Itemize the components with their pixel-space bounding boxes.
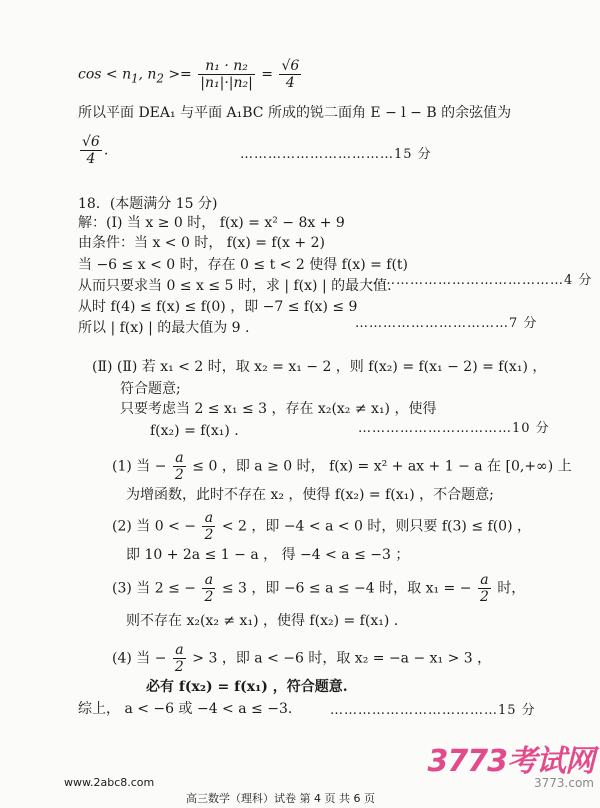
case-4-fraction — [173, 642, 186, 675]
dihedral-angle-sentence: 所以平面 DEA₁ 与平面 A₁BC 所成的锐二面角 E − l − B 的余弦值为 — [78, 105, 512, 121]
page-footer: 高三数学（理科）试卷 第 4 页 共 6 页 — [186, 792, 375, 805]
case-1-prefix: (1) 当 − — [112, 458, 167, 475]
case-4-line2: 必有 f(x₂) = f(x₁) ，符合题意. — [146, 679, 348, 695]
logo-mark: 3773考试网 — [427, 744, 594, 779]
sub-1: 1 — [131, 71, 139, 86]
score-10: ……………………………10 分 — [358, 421, 550, 436]
answer-fraction-line — [78, 134, 108, 167]
score-15-a: ……………………………15 分 — [240, 147, 432, 162]
frac-numerator: n₁ · n₂ — [198, 58, 255, 75]
case-2-line2: 即 10 + 2a ≤ 1 − a ， 得 −4 < a ≤ −3 ； — [126, 547, 410, 563]
case-3-prefix: (3) 当 2 ≤ − — [112, 580, 196, 597]
case-3-middle: ≤ 3 ，即 −6 ≤ a ≤ −4 时，取 x₁ = − — [221, 580, 472, 597]
case-4-den: 2 — [174, 659, 184, 675]
summary-line: 综上， a < −6 或 −4 < a ≤ −3. — [78, 701, 293, 717]
case-1-suffix: ≤ 0 ，即 a ≥ 0 时， f(x) = x² + ax + 1 − a 在 [0,+∞) 上 — [192, 458, 572, 475]
case-2-prefix: (2) 当 0 < − — [112, 518, 196, 535]
part1-line1: 解：(Ⅰ) 当 x ≥ 0 时， f(x) = x² − 8x + 9 — [78, 215, 345, 231]
part2-line3: 只要考虑当 2 ≤ x₁ ≤ 3 ，存在 x₂(x₂ ≠ x₁) ，使得 — [120, 401, 437, 417]
value-fraction — [279, 58, 301, 91]
case-3-fraction-2 — [478, 572, 491, 605]
value-denominator: 4 — [285, 75, 295, 91]
part1-line5: 从时 f(4) ≤ f(x) ≤ f(0) ，即 −7 ≤ f(x) ≤ 9 — [78, 299, 358, 315]
case-4-line1 — [112, 642, 491, 675]
case-3-num-2: a — [478, 572, 491, 589]
answer-fraction — [80, 134, 102, 167]
case-4-num: a — [173, 642, 186, 659]
case-4-prefix: (4) 当 − — [112, 650, 167, 667]
case-1-line1 — [112, 450, 572, 483]
cos-prefix: cos < n — [78, 66, 132, 83]
case-1-line2: 为增函数，此时不存在 x₂ ，使得 f(x₂) = f(x₁) ，不合题意; — [126, 487, 494, 503]
part1-line4: 从而只要求当 0 ≤ x ≤ 5 时，求 | f(x) | 的最大值. — [78, 278, 392, 294]
case-1-den: 2 — [174, 467, 184, 483]
frac-denominator: |n₁|·|n₂| — [200, 75, 253, 91]
value-numerator: √6 — [281, 58, 300, 74]
case-3-line2: 则不存在 x₂(x₂ ≠ x₁) ，使得 f(x₂) = f(x₁) . — [126, 613, 399, 629]
sub-2: 2 — [156, 71, 164, 86]
site-url: www.2abc8.com — [64, 776, 155, 789]
logo-domain: 3773.com — [534, 776, 594, 790]
case-2-suffix: < 2 ，即 −4 < a < 0 时，则只要 f(3) ≤ f(0) ， — [221, 518, 531, 535]
part1-line2: 由条件：当 x < 0 时， f(x) = f(x + 2) — [78, 235, 325, 251]
part2-line4: f(x₂) = f(x₁) . — [150, 423, 239, 439]
cos-formula — [78, 58, 303, 91]
period: . — [103, 142, 109, 159]
site-logo — [428, 746, 595, 790]
answer-denominator: 4 — [86, 151, 96, 167]
case-3-den: 2 — [204, 589, 214, 605]
cos-gt: >= — [163, 66, 192, 83]
case-2-line1 — [112, 510, 531, 543]
answer-numerator: √6 — [82, 134, 100, 150]
case-2-den: 2 — [204, 527, 214, 543]
score-15-b: ………………………………15 分 — [330, 703, 536, 718]
case-4-suffix: > 3 ，即 a < −6 时，取 x₂ = −a − x₁ > 3 ， — [192, 650, 492, 667]
case-3-suffix: 时， — [497, 580, 526, 597]
case-3-num: a — [202, 572, 215, 589]
question-18-heading: 18．(本题满分 15 分) — [78, 196, 218, 212]
part2-line1: (Ⅱ) (Ⅱ) 若 x₁ < 2 时，取 x₂ = x₁ − 2 ，则 f(x₂) = f(x₁ − 2) = f(x₁) ， — [92, 359, 547, 375]
dot-product-fraction — [198, 58, 255, 91]
case-3-den-2: 2 — [479, 589, 489, 605]
case-3-fraction — [202, 572, 215, 605]
part2-line2: 符合题意; — [120, 381, 181, 397]
case-2-num: a — [202, 510, 215, 527]
score-7: ……………………………7 分 — [355, 316, 538, 331]
part1-line6: 所以 | f(x) | 的最大值为 9 . — [78, 320, 250, 336]
cos-mid: , n — [138, 66, 157, 83]
score-4: ……………………………………4 分 — [368, 273, 593, 288]
case-2-fraction — [202, 510, 215, 543]
case-1-fraction — [173, 450, 186, 483]
case-1-num: a — [173, 450, 186, 467]
equals-sign: = — [261, 66, 274, 83]
case-3-line1 — [112, 572, 525, 605]
part1-line3: 当 −6 ≤ x < 0 时，存在 0 ≤ t < 2 使得 f(x) = f(t) — [78, 257, 409, 273]
